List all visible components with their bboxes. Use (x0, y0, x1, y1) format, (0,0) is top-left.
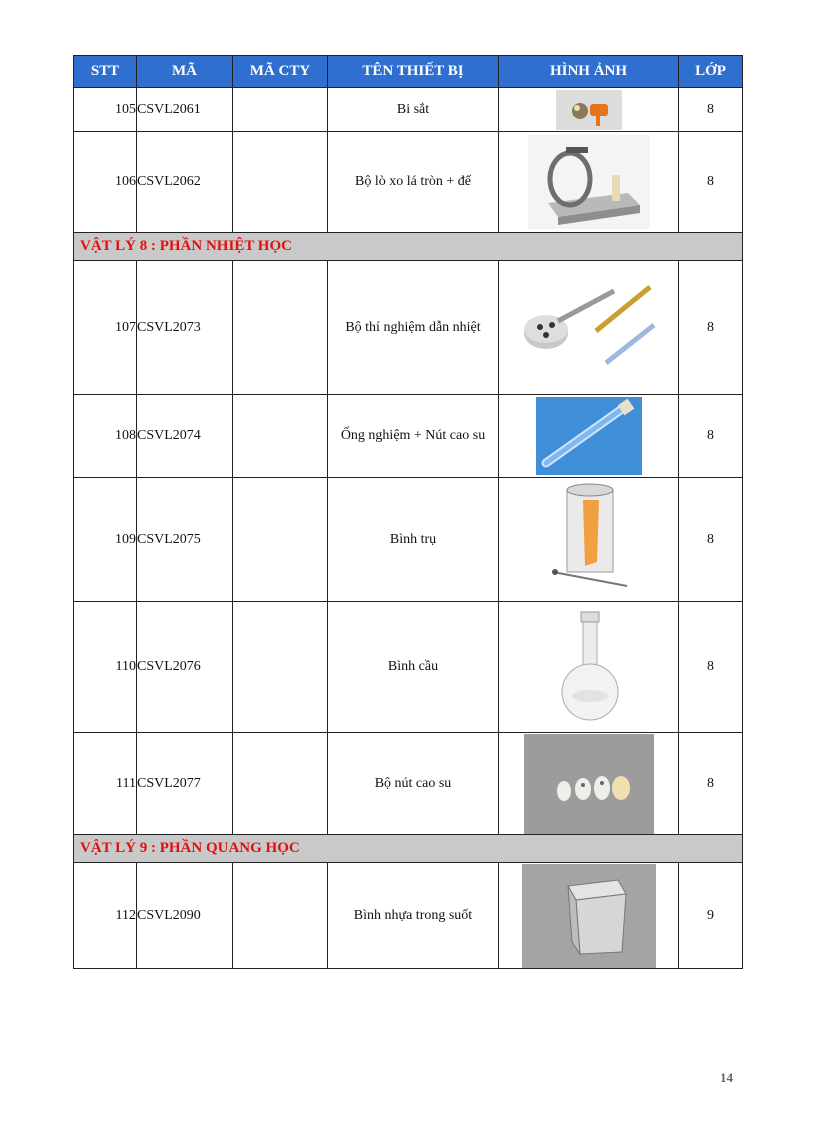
cell-ten: Bộ lò xo lá tròn + đế (328, 132, 499, 233)
cell-image (499, 602, 679, 733)
cell-ten: Bình nhựa trong suốt (328, 863, 499, 969)
cell-image (499, 395, 679, 478)
cell-stt: 112 (74, 863, 137, 969)
section-heat-title: VẬT LÝ 8 : PHẦN NHIỆT HỌC (74, 233, 743, 261)
cell-image (499, 132, 679, 233)
cell-ma-cty (233, 863, 328, 969)
header-hinh-anh: HÌNH ẢNH (499, 56, 679, 88)
cell-ma: CSVL2076 (137, 602, 233, 733)
section-optics-title: VẬT LÝ 9 : PHẦN QUANG HỌC (74, 835, 743, 863)
cell-lop: 8 (679, 261, 743, 395)
cell-lop: 8 (679, 478, 743, 602)
table-row (74, 132, 743, 233)
cell-lop: 8 (679, 88, 743, 132)
cell-ten: Bình cầu (328, 602, 499, 733)
cell-lop: 9 (679, 863, 743, 969)
cylinder-jar-photo (547, 482, 631, 598)
header-stt: STT (74, 56, 137, 88)
cell-stt: 110 (74, 602, 137, 733)
iron-ball-photo (556, 90, 622, 130)
table-row (74, 395, 743, 478)
table-header-row (74, 56, 743, 88)
cell-ma-cty (233, 88, 328, 132)
cell-ma-cty (233, 478, 328, 602)
rubber-stoppers-photo (524, 734, 654, 834)
cell-ten: Bi sắt (328, 88, 499, 132)
table-row (74, 261, 743, 395)
cell-lop: 8 (679, 395, 743, 478)
cell-lop: 8 (679, 132, 743, 233)
cell-ten: Bình trụ (328, 478, 499, 602)
cell-ten: Ống nghiệm + Nút cao su (328, 395, 499, 478)
table-row (74, 478, 743, 602)
header-ma: MÃ (137, 56, 233, 88)
table-row (74, 863, 743, 969)
equipment-table (73, 55, 743, 969)
cell-ten: Bộ thí nghiệm dẫn nhiệt (328, 261, 499, 395)
cell-stt: 111 (74, 733, 137, 835)
section-row (74, 233, 743, 261)
cell-ma: CSVL2073 (137, 261, 233, 395)
section-row (74, 835, 743, 863)
cell-stt: 106 (74, 132, 137, 233)
cell-stt: 109 (74, 478, 137, 602)
cell-lop: 8 (679, 602, 743, 733)
test-tube-photo (536, 397, 642, 475)
cell-image (499, 478, 679, 602)
cell-ma: CSVL2090 (137, 863, 233, 969)
cell-stt: 108 (74, 395, 137, 478)
header-lop: LỚP (679, 56, 743, 88)
header-ma-cty: MÃ CTY (233, 56, 328, 88)
leaf-spring-base-photo (528, 135, 650, 229)
cell-lop: 8 (679, 733, 743, 835)
heat-conduction-kit-photo (514, 265, 664, 391)
round-flask-photo (547, 608, 631, 726)
table-row (74, 88, 743, 132)
cell-ma-cty (233, 395, 328, 478)
cell-image (499, 733, 679, 835)
cell-ten: Bộ nút cao su (328, 733, 499, 835)
cell-ma-cty (233, 261, 328, 395)
cell-stt: 107 (74, 261, 137, 395)
page-number: 14 (720, 1070, 733, 1085)
table-row (74, 602, 743, 733)
cell-ma: CSVL2074 (137, 395, 233, 478)
cell-image (499, 261, 679, 395)
cell-ma: CSVL2062 (137, 132, 233, 233)
cell-ma-cty (233, 733, 328, 835)
cell-ma-cty (233, 132, 328, 233)
table-row (74, 733, 743, 835)
cell-ma: CSVL2077 (137, 733, 233, 835)
clear-plastic-box-photo (522, 864, 656, 968)
cell-image (499, 88, 679, 132)
cell-ma: CSVL2075 (137, 478, 233, 602)
cell-stt: 105 (74, 88, 137, 132)
cell-image (499, 863, 679, 969)
header-ten-thiet-bi: TÊN THIẾT BỊ (328, 56, 499, 88)
cell-ma: CSVL2061 (137, 88, 233, 132)
cell-ma-cty (233, 602, 328, 733)
